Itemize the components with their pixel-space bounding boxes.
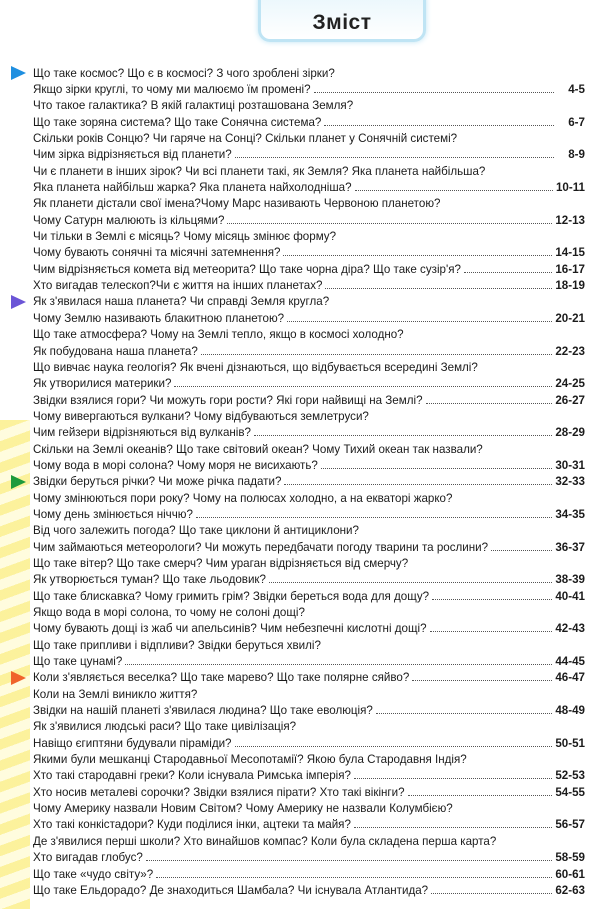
toc-entry-text: Чи є планети в інших зірок? Чи всі планети такі, як Земля? Яка планета найбільша? (33, 164, 486, 178)
toc-entry[interactable] (33, 179, 585, 195)
toc-entry-text: Що таке Ельдорадо? Де знаходиться Шамбала? Чи існувала Атлантида? (33, 883, 429, 897)
toc-entry[interactable] (33, 653, 585, 669)
page-number: 52-53 (555, 769, 585, 783)
section-arrow-icon (11, 66, 26, 80)
dot-leader (376, 713, 552, 714)
page-number: 10-11 (555, 181, 585, 195)
section-arrow-icon (11, 475, 26, 489)
toc-entry-text: Чому вивергаються вулкани? Чому відбуваються землетруси? (33, 409, 369, 423)
toc-entry-text: Що таке «чудо світу»? (33, 867, 154, 881)
toc-entry-text: Як з'явилися людські раси? Що таке цивілізація? (33, 720, 297, 734)
toc-entry[interactable] (33, 425, 585, 441)
page-number: 46-47 (555, 671, 585, 685)
section-arrow-icon (11, 295, 26, 309)
toc-entry[interactable] (33, 702, 585, 718)
toc-entry[interactable] (33, 523, 585, 539)
page-number: 42-43 (555, 622, 585, 636)
dot-leader (426, 403, 553, 404)
toc-entry-text: Якщо зірки круглі, то чому ми малюємо їм промені? (33, 83, 311, 97)
toc-entry[interactable] (33, 800, 585, 816)
page-number: 24-25 (555, 377, 585, 391)
toc-entry-text: Хто вигадав телескоп?Чи є життя на інших планетах? (33, 279, 323, 293)
page-number: 50-51 (555, 736, 585, 750)
toc-entry-text: Чим гейзери відрізняються від вулканів? (33, 426, 251, 440)
page-number: 18-19 (555, 279, 585, 293)
toc-entry[interactable] (33, 196, 585, 212)
toc-entry-text: Що таке атмосфера? Чому на Землі тепло, якщо в космосі холодно? (33, 328, 404, 342)
toc-entry-text: Скільки на Землі океанів? Що таке світовий океан? Чому Тихий океан так назвали? (33, 442, 483, 456)
page-number: 20-21 (555, 311, 585, 325)
toc-entry-text: Чому змінюються пори року? Чому на полюсах холодно, а на екваторі жарко? (33, 491, 453, 505)
title-banner (258, 0, 426, 42)
dot-leader (146, 860, 552, 861)
page-number: 28-29 (555, 426, 585, 440)
toc-entry[interactable] (33, 539, 585, 555)
section-arrow-icon (11, 671, 26, 685)
page-number: 6-7 (568, 115, 585, 129)
toc-entry[interactable] (33, 245, 585, 261)
toc-entry[interactable] (33, 408, 585, 424)
toc-entry-text: Звідки взялися гори? Чи можуть гори рости? Які гори найвищі на Землі? (33, 393, 423, 407)
page-number: 32-33 (555, 475, 585, 489)
toc-entry[interactable] (33, 81, 585, 97)
toc-entry[interactable] (33, 555, 585, 571)
toc-entry-text: Чому Америку назвали Новим Світом? Чому Америку не назвали Колумбією? (33, 802, 453, 816)
toc-entry-text: Чи тільки в Землі є місяць? Чому місяць змінює форму? (33, 230, 337, 244)
page-number: 22-23 (555, 344, 585, 358)
toc-entry-text: Як утворилися материки? (33, 377, 172, 391)
dot-leader (354, 778, 552, 779)
toc-entry[interactable] (33, 490, 585, 506)
toc-entry[interactable] (33, 212, 585, 228)
toc-entry[interactable] (33, 163, 585, 179)
toc-entry-text: Коли з'являється веселка? Що таке марево? Що таке полярне сяйво? (33, 671, 410, 685)
toc-entry[interactable] (33, 866, 585, 882)
dot-leader (227, 223, 552, 224)
page-number: 54-55 (555, 785, 585, 799)
dot-leader (125, 664, 552, 665)
toc-entry[interactable] (33, 359, 585, 375)
decorative-stripes (0, 420, 30, 909)
page-number: 8-9 (568, 148, 585, 162)
toc-entry-text: Якщо вода в морі солона, то чому не солоні дощі? (33, 606, 305, 620)
dot-leader (321, 468, 553, 469)
toc-entry[interactable] (33, 457, 585, 473)
toc-entry-text: Якими були мешканці Стародавньої Месопотамії? Якою була Стародавня Індія? (33, 753, 467, 767)
toc-entry-text: Звідки беруться річки? Чи може річка падати? (33, 475, 282, 489)
toc-entry[interactable] (33, 768, 585, 784)
page-number: 12-13 (555, 213, 585, 227)
page-number: 4-5 (568, 83, 585, 97)
toc-entry[interactable] (33, 850, 585, 866)
toc-entry[interactable] (33, 376, 585, 392)
toc-entry-text: Що таке припливи і відпливи? Звідки беруться хвилі? (33, 638, 321, 652)
table-of-contents (33, 65, 585, 899)
toc-entry[interactable] (33, 310, 585, 326)
toc-entry[interactable] (33, 833, 585, 849)
dot-leader (283, 255, 552, 256)
toc-entry-text: Від чого залежить погода? Що таке циклони й антициклони? (33, 524, 359, 538)
toc-entry[interactable] (33, 441, 585, 457)
toc-entry[interactable] (33, 98, 585, 114)
dot-leader (314, 92, 554, 93)
toc-entry-text: Де з'явилися перші школи? Хто винайшов компас? Коли була складена перша карта? (33, 834, 497, 848)
toc-entry[interactable] (33, 670, 585, 686)
toc-entry[interactable] (33, 817, 585, 833)
toc-entry[interactable] (33, 506, 585, 522)
dot-leader (408, 795, 553, 796)
page-number: 58-59 (555, 851, 585, 865)
toc-entry-text: Чому день змінюється ніччю? (33, 507, 193, 521)
toc-entry[interactable] (33, 114, 585, 130)
toc-entry[interactable] (33, 686, 585, 702)
page-number: 14-15 (555, 246, 585, 260)
dot-leader (431, 893, 552, 894)
toc-entry-text: Яка планета найбільш жарка? Яка планета найхолодніша? (33, 181, 352, 195)
toc-entry[interactable] (33, 572, 585, 588)
dot-leader (432, 599, 552, 600)
toc-entry-text: Звідки на нашій планеті з'явилася людина? Що таке еволюція? (33, 704, 373, 718)
page-number: 40-41 (555, 589, 585, 603)
toc-entry-text: Что такое галактика? В якій галактиці розташована Земля? (33, 99, 354, 113)
toc-entry[interactable] (33, 588, 585, 604)
toc-entry-text: Чому бувають сонячні та місячні затемнення? (33, 246, 281, 260)
toc-entry[interactable] (33, 228, 585, 244)
toc-entry-text: Що вивчає наука геологія? Як вчені дізнаються, що відбувається всередині Землі? (33, 360, 478, 374)
dot-leader (287, 321, 552, 322)
toc-entry-text: Що таке зоряна система? Що таке Сонячна система? (33, 115, 322, 129)
toc-entry-text: Чим відрізняється комета від метеорита? Що таке чорна діра? Що таке сузір'я? (33, 262, 461, 276)
toc-entry-text: Хто носив металеві сорочки? Звідки взялися пірати? Хто такі вікінги? (33, 785, 405, 799)
page-title: Зміст (312, 11, 372, 34)
dot-leader (254, 435, 552, 436)
dot-leader (325, 288, 552, 289)
toc-entry[interactable] (33, 392, 585, 408)
toc-entry[interactable] (33, 784, 585, 800)
dot-leader (354, 827, 552, 828)
toc-entry-text: Як побудована наша планета? (33, 344, 198, 358)
toc-entry[interactable] (33, 882, 585, 898)
toc-entry[interactable] (33, 261, 585, 277)
page-number: 56-57 (555, 818, 585, 832)
dot-leader (196, 517, 552, 518)
dot-leader (355, 190, 553, 191)
toc-entry-text: Чому Сатурн малюють із кільцями? (33, 213, 225, 227)
dot-leader (430, 631, 553, 632)
toc-entry-text: Хто такі конкістадори? Куди поділися інки, ацтеки та майя? (33, 818, 351, 832)
page-number: 34-35 (555, 507, 585, 521)
dot-leader (464, 272, 552, 273)
toc-entry-text: Що таке блискавка? Чому гримить грім? Звідки береться вода для дощу? (33, 589, 430, 603)
toc-entry[interactable] (33, 130, 585, 146)
toc-entry[interactable] (33, 719, 585, 735)
page-number: 62-63 (555, 883, 585, 897)
page-number: 60-61 (555, 867, 585, 881)
dot-leader (284, 484, 552, 485)
toc-entry-text: Скільки років Сонцю? Чи гаряче на Сонці? Скільки планет у Сонячній системі? (33, 132, 458, 146)
toc-entry[interactable] (33, 277, 585, 293)
dot-leader (324, 125, 554, 126)
toc-entry-text: Хто вигадав глобус? (33, 851, 143, 865)
toc-entry[interactable] (33, 327, 585, 343)
toc-entry[interactable] (33, 474, 585, 490)
dot-leader (491, 550, 552, 551)
toc-entry[interactable] (33, 751, 585, 767)
page-number: 36-37 (555, 540, 585, 554)
dot-leader (156, 877, 552, 878)
toc-entry[interactable] (33, 65, 585, 81)
toc-entry[interactable] (33, 637, 585, 653)
toc-entry-text: Чим зірка відрізняється від планети? (33, 148, 232, 162)
page-number: 44-45 (555, 655, 585, 669)
toc-entry[interactable] (33, 621, 585, 637)
toc-entry-text: Чому бувають дощі із жаб чи апельсинів? Чим небезпечні кислотні дощі? (33, 622, 427, 636)
toc-entry-text: Коли на Землі виникло життя? (33, 687, 198, 701)
toc-entry[interactable] (33, 735, 585, 751)
page-number: 26-27 (555, 393, 585, 407)
toc-entry-text: Як планети дістали свої імена?Чому Марс називають Червоною планетою? (33, 197, 441, 211)
dot-leader (269, 582, 552, 583)
toc-entry[interactable] (33, 294, 585, 310)
toc-entry-text: Що таке цунамі? (33, 655, 123, 669)
page-number: 48-49 (555, 704, 585, 718)
page-number: 16-17 (555, 262, 585, 276)
dot-leader (235, 157, 554, 158)
dot-leader (235, 746, 553, 747)
page-number: 30-31 (555, 458, 585, 472)
toc-entry-text: Як утворюється туман? Що таке льодовик? (33, 573, 266, 587)
toc-entry-text: Хто такі стародавні греки? Коли існувала Римська імперія? (33, 769, 351, 783)
toc-entry[interactable] (33, 147, 585, 163)
page-number: 38-39 (555, 573, 585, 587)
toc-entry-text: Навіщо єгиптяни будували піраміди? (33, 736, 232, 750)
toc-entry-text: Чому Землю називають блакитною планетою? (33, 311, 285, 325)
dot-leader (201, 354, 553, 355)
toc-entry-text: Як з'явилася наша планета? Чи справді Земля кругла? (33, 295, 330, 309)
toc-entry[interactable] (33, 343, 585, 359)
toc-entry-text: Чому вода в морі солона? Чому моря не висихають? (33, 458, 318, 472)
toc-entry-text: Чим займаються метеорологи? Чи можуть передбачати погоду тварини та рослини? (33, 540, 489, 554)
toc-entry-text: Що таке вітер? Що таке смерч? Чим ураган відрізняється від смерчу? (33, 556, 409, 570)
toc-entry-text: Що таке космос? Що є в космосі? З чого зроблені зірки? (33, 66, 335, 80)
dot-leader (412, 680, 552, 681)
toc-entry[interactable] (33, 604, 585, 620)
dot-leader (174, 386, 552, 387)
